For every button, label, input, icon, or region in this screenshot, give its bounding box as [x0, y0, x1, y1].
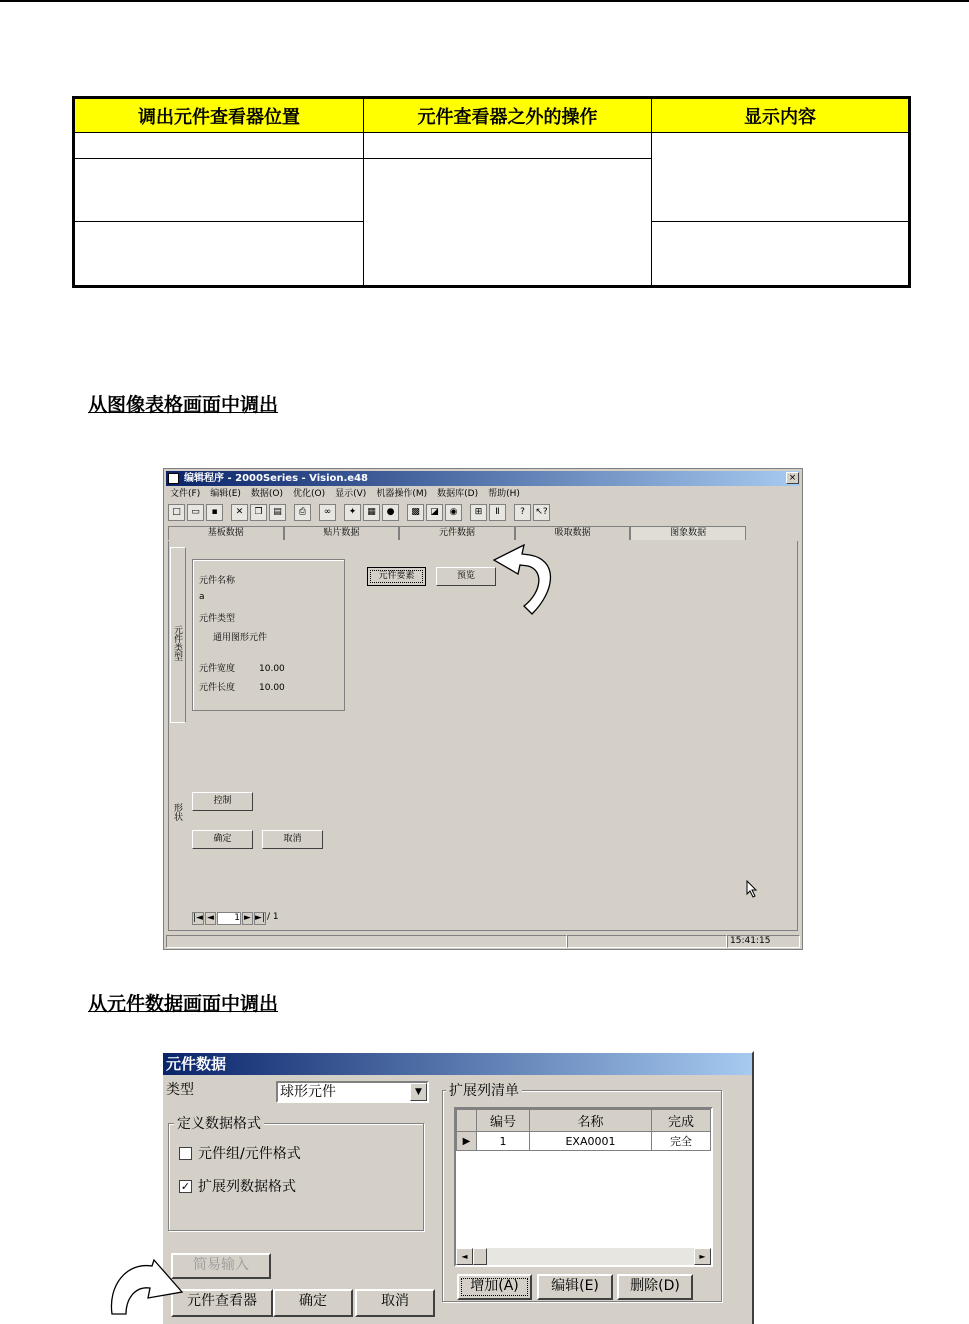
components-icon[interactable]: ●: [382, 504, 399, 521]
status-pane: [567, 935, 727, 948]
extension-grid: [454, 1107, 713, 1267]
new-file-icon[interactable]: □: [168, 504, 185, 521]
page-input[interactable]: 1: [217, 912, 241, 925]
menu-optimize[interactable]: 优化(O): [293, 489, 326, 499]
copy-icon[interactable]: ❐: [250, 504, 267, 521]
table-row[interactable]: [457, 1132, 711, 1151]
type-select-value: 球形元件: [280, 1084, 336, 1100]
close-button[interactable]: ×: [786, 472, 799, 484]
header-cell: 显示内容: [652, 98, 910, 133]
type-value: 通用图形元件: [213, 633, 268, 643]
summary-table: [72, 96, 911, 288]
status-bar: [166, 935, 800, 948]
info-panel: [192, 559, 345, 711]
side-label-type: 元件类型: [174, 626, 184, 663]
curl-arrow-icon: [492, 540, 558, 618]
tab-image-data[interactable]: 图象数据: [630, 526, 746, 540]
menu-machine[interactable]: 机器操作(M): [376, 489, 428, 499]
preview-button[interactable]: 预览: [436, 567, 496, 586]
checkbox-row[interactable]: [179, 1176, 296, 1196]
menu-database[interactable]: 数据库(D): [437, 489, 479, 499]
simple-input-button[interactable]: 简易输入: [171, 1253, 271, 1279]
info-icon[interactable]: Ⅱ: [489, 504, 506, 521]
grid-header-corner: [457, 1110, 477, 1132]
side-label-shape: 形状: [174, 804, 184, 823]
control-button[interactable]: 控制: [192, 792, 253, 811]
pager: [192, 912, 317, 926]
grid-header[interactable]: 完成: [652, 1110, 711, 1132]
section-title: 从元件数据画面中调出: [88, 993, 279, 1015]
next-page-icon[interactable]: ►: [242, 912, 253, 925]
status-pane: [166, 935, 567, 948]
extension-column-checkbox[interactable]: ✓: [180, 1179, 191, 1193]
width-value: 10.00: [259, 664, 285, 674]
grid-header[interactable]: 名称: [530, 1110, 652, 1132]
context-help-icon[interactable]: ↖?: [533, 504, 550, 521]
mouse-cursor-icon: [746, 880, 758, 898]
last-page-icon[interactable]: ►|: [254, 913, 265, 923]
row-marker-icon: ▶: [457, 1132, 477, 1151]
length-label: 元件长度: [199, 683, 236, 693]
status-time: 15:41:15: [727, 935, 800, 948]
paste-icon[interactable]: ▤: [269, 504, 286, 521]
grid-cell[interactable]: 完全: [652, 1132, 711, 1151]
tab-pickup-data[interactable]: 吸取数据: [515, 526, 631, 540]
window-title: 元件数据: [163, 1053, 752, 1075]
scroll-thumb[interactable]: [473, 1248, 487, 1265]
edit-program-window: [163, 468, 803, 950]
table-cell: [74, 133, 364, 159]
name-label: 元件名称: [199, 576, 236, 586]
name-value: a: [199, 592, 205, 602]
toolbar: [168, 504, 550, 522]
scroll-left-icon[interactable]: ◄: [456, 1248, 473, 1265]
top-rule: [0, 0, 969, 2]
type-label: 元件类型: [199, 614, 236, 624]
chevron-down-icon[interactable]: ▼: [410, 1083, 427, 1101]
extension-list-title: 扩展列清单: [446, 1080, 522, 1100]
element-button[interactable]: 元件要素: [367, 567, 426, 586]
find-icon[interactable]: ∞: [319, 504, 336, 521]
table-cell: [74, 222, 364, 287]
menu-bar: [170, 487, 520, 501]
zoom-icon[interactable]: ⊞: [470, 504, 487, 521]
type-select[interactable]: [276, 1081, 429, 1103]
grid-cell[interactable]: 1: [477, 1132, 530, 1151]
camera-icon[interactable]: ◉: [445, 504, 462, 521]
scroll-track[interactable]: [487, 1248, 694, 1265]
app-icon: [168, 473, 179, 484]
page-total: / 1: [267, 912, 317, 925]
edit-button[interactable]: 编辑(E): [537, 1274, 613, 1300]
cancel-button[interactable]: 取消: [355, 1289, 435, 1317]
save-icon[interactable]: ▪: [206, 504, 223, 521]
delete-button[interactable]: 删除(D): [617, 1274, 693, 1300]
checkbox-label: 扩展列数据格式: [198, 1179, 296, 1195]
component-viewer-button[interactable]: 元件查看器: [171, 1289, 273, 1317]
tab-component-data[interactable]: 元件数据: [399, 526, 515, 540]
help-icon[interactable]: ?: [514, 504, 531, 521]
table-cell: [364, 133, 652, 159]
tab-board-data[interactable]: 基板数据: [168, 526, 284, 540]
machine-icon[interactable]: ◪: [426, 504, 443, 521]
horizontal-scrollbar[interactable]: [456, 1248, 711, 1265]
cut-icon[interactable]: ✕: [231, 504, 248, 521]
section-title: 从图像表格画面中调出: [88, 394, 279, 416]
table-cell: [364, 159, 652, 287]
grid-icon[interactable]: ▩: [407, 504, 424, 521]
type-label: 类型: [166, 1082, 194, 1098]
ok-button[interactable]: 确定: [192, 830, 253, 849]
curl-arrow-icon: [108, 1258, 188, 1316]
menu-view[interactable]: 显示(V): [335, 489, 367, 499]
checkbox-label: 元件组/元件格式: [198, 1146, 301, 1162]
menu-edit[interactable]: 编辑(E): [210, 489, 241, 499]
table-cell: [652, 222, 910, 287]
bulb-icon[interactable]: ✦: [344, 504, 361, 521]
header-cell: 调出元件查看器位置: [74, 98, 364, 133]
component-group-checkbox[interactable]: [179, 1147, 192, 1160]
define-format-title: 定义数据格式: [174, 1113, 264, 1133]
scroll-right-icon[interactable]: ►: [694, 1248, 711, 1265]
open-folder-icon[interactable]: ▭: [187, 504, 204, 521]
first-page-icon[interactable]: |◄: [193, 913, 203, 923]
ok-button[interactable]: 确定: [273, 1289, 353, 1317]
grid-cell[interactable]: EXA0001: [530, 1132, 652, 1151]
component-data-window: [161, 1051, 754, 1324]
cancel-button[interactable]: 取消: [262, 830, 323, 849]
header-cell: 元件查看器之外的操作: [364, 98, 652, 133]
width-label: 元件宽度: [199, 664, 236, 674]
table-cell: [652, 133, 910, 222]
prev-page-icon[interactable]: ◄: [205, 912, 216, 925]
grid-header[interactable]: 编号: [477, 1110, 530, 1132]
print-icon[interactable]: ⎙: [294, 504, 311, 521]
tab-strip: [168, 526, 746, 540]
length-value: 10.00: [259, 683, 285, 693]
add-button[interactable]: 增加(A): [457, 1274, 532, 1300]
table-cell: [74, 159, 364, 222]
menu-help[interactable]: 帮助(H): [488, 489, 520, 499]
menu-data[interactable]: 数据(O): [250, 489, 284, 499]
window-title: 编辑程序 - 2000Series - Vision.e48: [166, 471, 800, 486]
tab-placement-data[interactable]: 贴片数据: [284, 526, 400, 540]
chart-icon[interactable]: ▦: [363, 504, 380, 521]
menu-file[interactable]: 文件(F): [170, 489, 201, 499]
checkbox-row[interactable]: [179, 1143, 301, 1163]
